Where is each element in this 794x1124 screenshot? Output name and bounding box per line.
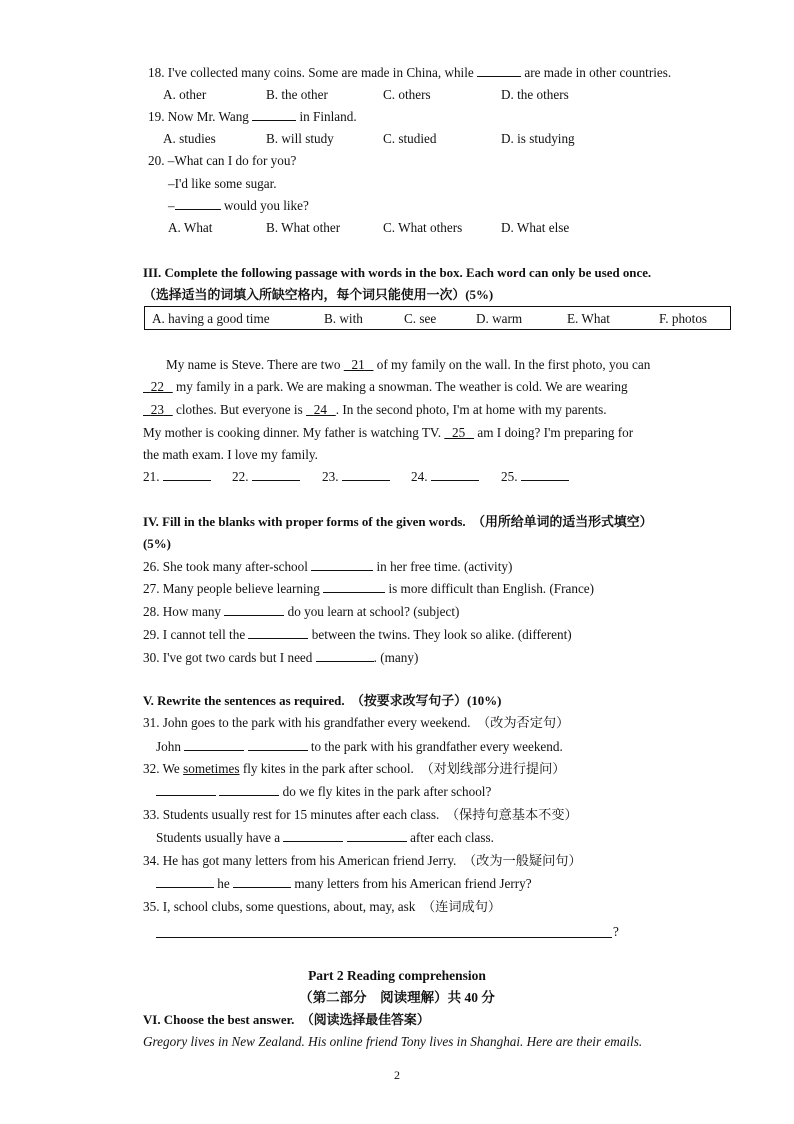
q18-option-d: D. the others (501, 87, 569, 102)
blank-24 (306, 402, 336, 417)
q18-blank (477, 64, 521, 77)
q34-instruction: （改为一般疑问句） (462, 853, 582, 868)
q20-blank (175, 197, 221, 210)
section-3-heading: III. Complete the following passage with words in the box. Each word can only be used once. (143, 266, 652, 280)
answer-22-blank (252, 468, 300, 481)
word-c: C. see (404, 311, 437, 326)
answer-25-label: 25. (501, 469, 518, 484)
blank-21-num: 21 (351, 357, 365, 372)
question-34 (143, 852, 582, 870)
question-26 (143, 558, 512, 576)
passage-line-5: the math exam. I love my family. (143, 447, 318, 462)
part-2-title: Part 2 Reading comprehension (308, 968, 486, 983)
word-a: A. having a good time (152, 311, 270, 326)
q34-blank-1 (156, 875, 214, 888)
question-19 (148, 108, 357, 126)
q35-answer-line (156, 936, 612, 938)
word-d: D. warm (476, 311, 523, 326)
section-5-heading-cn: （按要求改写句子）(10%) (351, 694, 502, 708)
answer-23-blank (342, 468, 390, 481)
q32-blank-2 (219, 783, 279, 796)
word-e: E. What (567, 311, 610, 326)
q32-answer-line (156, 783, 491, 801)
answer-24 (411, 468, 479, 486)
q18-option-b: B. the other (266, 87, 328, 102)
answer-24-blank (431, 468, 479, 481)
question-33 (143, 806, 578, 824)
q31-blank-2 (248, 738, 308, 751)
q19-stem-end: in Finland. (299, 109, 357, 124)
passage-text: clothes. But everyone is (172, 402, 307, 417)
section-4-heading (143, 513, 653, 531)
q28-text: 28. How many (143, 604, 222, 619)
section-4-heading-en: IV. Fill in the blanks with proper forms of the given words. (143, 515, 466, 529)
q30-text: 30. I've got two cards but I need (143, 650, 313, 665)
q20-option-a: A. What (168, 220, 213, 235)
answer-24-label: 24. (411, 469, 428, 484)
answer-25-blank (521, 468, 569, 481)
q33-blank-1 (283, 829, 343, 842)
q31-instruction: （改为否定句） (477, 715, 570, 730)
q28-hint: do you learn at school? (subject) (287, 604, 460, 619)
blank-21 (344, 357, 374, 372)
answer-22 (232, 468, 300, 486)
passage-text: of my family on the wall. In the first photo, you can (373, 357, 651, 372)
q32-instruction: （对划线部分进行提问） (420, 761, 566, 776)
q30-hint: . (many) (373, 650, 419, 665)
q19-option-c: C. studied (383, 131, 437, 146)
page-number: 2 (394, 1068, 400, 1082)
q19-stem: 19. Now Mr. Wang (148, 109, 249, 124)
q26-text: 26. She took many after-school (143, 559, 308, 574)
q33-answer-start: Students usually have a (156, 830, 281, 845)
passage-line-3 (143, 401, 607, 419)
q32-underlined-word: sometimes (183, 761, 240, 776)
question-18 (148, 64, 671, 82)
q27-blank (323, 580, 385, 593)
part-2-title-cn: （第二部分 阅读理解）共 40 分 (299, 990, 495, 1005)
q19-blank (252, 108, 296, 121)
q29-hint: between the twins. They look so alike. (different) (311, 627, 572, 642)
passage-text: am I doing? I'm preparing for (474, 425, 634, 440)
q18-stem-end: are made in other countries. (524, 65, 672, 80)
q35-instruction: （连词成句） (421, 899, 502, 914)
q32-text-start: 32. We (143, 761, 184, 776)
passage-text: my family in a park. We are making a snowman. The weather is cold. We are wearing (172, 379, 628, 394)
q27-hint: is more difficult than English. (France) (388, 581, 595, 596)
q20-line-3-text: would you like? (223, 198, 309, 213)
blank-25-num: 25 (452, 425, 466, 440)
section-3-heading-cn: （选择适当的词填入所缺空格内，每个词只能使用一次）(5%) (143, 288, 494, 302)
question-20: 20. –What can I do for you? (148, 153, 297, 168)
passage-line-1 (166, 356, 650, 374)
question-32 (143, 760, 566, 778)
q31-text: 31. John goes to the park with his grandfather every weekend. (143, 715, 471, 730)
q33-text: 33. Students usually rest for 15 minutes after each class. (143, 807, 440, 822)
q35-question-mark: ? (613, 924, 619, 939)
word-b: B. with (324, 311, 363, 326)
question-27 (143, 580, 594, 598)
question-31 (143, 714, 569, 732)
question-29 (143, 626, 572, 644)
q34-text: 34. He has got many letters from his American friend Jerry. (143, 853, 457, 868)
answer-25 (501, 468, 569, 486)
section-4-percent: (5%) (143, 537, 171, 551)
passage-line-4 (143, 424, 633, 442)
q34-blank-2 (233, 875, 291, 888)
q20-line-2: –I'd like some sugar. (168, 176, 277, 191)
q33-answer-line (156, 829, 494, 847)
blank-23 (143, 402, 173, 417)
blank-25 (444, 425, 474, 440)
q19-option-a: A. studies (163, 131, 216, 146)
q32-answer-end: do we fly kites in the park after school? (282, 784, 492, 799)
q35-text: 35. I, school clubs, some questions, about, may, ask (143, 899, 416, 914)
q32-text-end: fly kites in the park after school. (239, 761, 414, 776)
word-box (144, 306, 731, 330)
answer-21-label: 21. (143, 469, 160, 484)
q18-stem: 18. I've collected many coins. Some are made in China, while (148, 65, 474, 80)
q34-answer-mid: he (217, 876, 230, 891)
q18-option-c: C. others (383, 87, 431, 102)
q26-blank (311, 558, 373, 571)
q33-answer-end: after each class. (410, 830, 494, 845)
q20-option-c: C. What others (383, 220, 463, 235)
q29-text: 29. I cannot tell the (143, 627, 246, 642)
question-30 (143, 649, 418, 667)
q31-answer-end: to the park with his grandfather every weekend. (310, 739, 563, 754)
q33-blank-2 (347, 829, 407, 842)
q20-option-d: D. What else (501, 220, 570, 235)
section-6-heading-en: VI. Choose the best answer. (143, 1013, 295, 1027)
q33-instruction: （保持句意基本不变） (445, 807, 578, 822)
q27-text: 27. Many people believe learning (143, 581, 320, 596)
section-6-intro: Gregory lives in New Zealand. His online friend Tony lives in Shanghai. Here are their emails. (143, 1034, 643, 1049)
section-6-heading (143, 1011, 430, 1029)
section-6-heading-cn: （阅读选择最佳答案） (300, 1013, 430, 1027)
q26-hint: in her free time. (activity) (376, 559, 513, 574)
section-5-heading-en: V. Rewrite the sentences as required. (143, 694, 345, 708)
question-35 (143, 898, 501, 916)
q20-option-b: B. What other (266, 220, 341, 235)
question-28 (143, 603, 459, 621)
passage-text: My name is Steve. There are two (166, 357, 344, 372)
q19-option-b: B. will study (266, 131, 334, 146)
passage-line-2 (143, 378, 628, 396)
q18-option-a: A. other (163, 87, 207, 102)
section-4-heading-cn: （用所给单词的适当形式填空） (472, 515, 653, 529)
q31-blank-1 (184, 738, 244, 751)
blank-22-num: 22 (150, 379, 164, 394)
blank-24-num: 24 (313, 402, 327, 417)
q31-answer-start: John (156, 739, 181, 754)
answer-22-label: 22. (232, 469, 249, 484)
q34-answer-line (156, 875, 532, 893)
answer-21 (143, 468, 211, 486)
blank-23-num: 23 (150, 402, 164, 417)
word-f: F. photos (659, 311, 708, 326)
q19-option-d: D. is studying (501, 131, 575, 146)
passage-text: . In the second photo, I'm at home with my parents. (335, 402, 607, 417)
q28-blank (224, 603, 284, 616)
answer-23-label: 23. (322, 469, 339, 484)
q31-answer-line (156, 738, 563, 756)
q20-line-3 (168, 197, 309, 215)
q20-dash: – (168, 198, 175, 213)
blank-22 (143, 379, 173, 394)
q29-blank (248, 626, 308, 639)
passage-text: My mother is cooking dinner. My father is watching TV. (143, 425, 445, 440)
section-5-heading (143, 692, 501, 710)
q34-answer-end: many letters from his American friend Jerry? (294, 876, 532, 891)
answer-23 (322, 468, 390, 486)
q32-blank-1 (156, 783, 216, 796)
q30-blank (316, 649, 374, 662)
answer-21-blank (163, 468, 211, 481)
